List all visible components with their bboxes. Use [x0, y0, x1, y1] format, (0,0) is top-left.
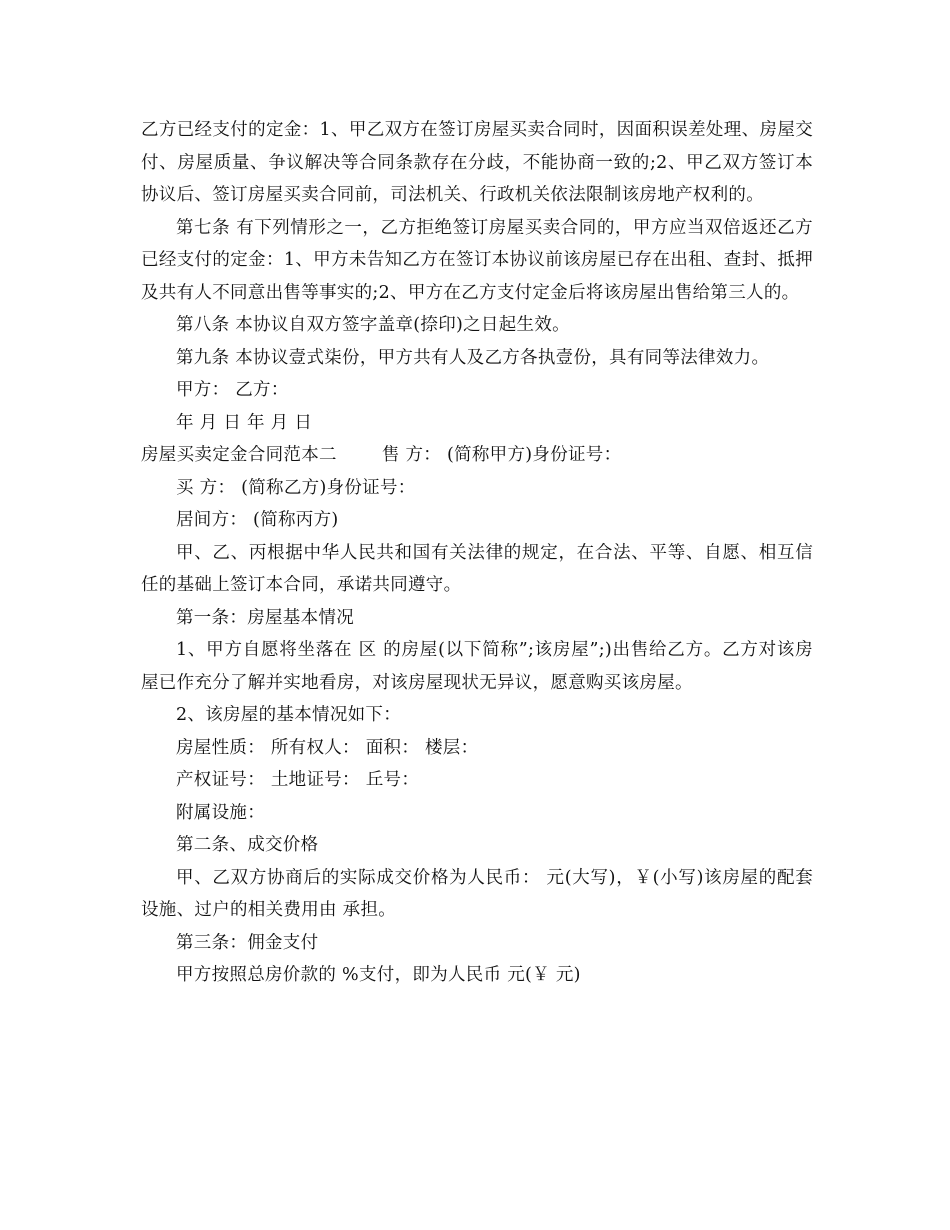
template-two-title: 房屋买卖定金合同范本二 [141, 445, 337, 465]
intermediary-info: 居间方： (简称丙方) [176, 510, 339, 530]
article-1-clause-2: 2、该房屋的基本情况如下： [176, 705, 402, 725]
paragraph-article-9: 第九条 本协议壹式柒份，甲方共有人及乙方各执壹份，具有同等法律效力。 [176, 347, 770, 368]
property-fields-line-2: 产权证号： 土地证号： 丘号： [176, 770, 420, 790]
article-1-clause-1: 1、甲方自愿将坐落在 区 的房屋(以下简称”;该房屋”;)出售给乙方。乙方对该房屋已作充分了解并实地看房，对该房屋现状无异议，愿意购买该房屋。 [141, 640, 813, 693]
paragraph-article-7: 第七条 有下列情形之一，乙方拒绝签订房屋买卖合同的，甲方应当双倍返还乙方已经支付的定金：1、甲方未告知乙方在签订本协议前该房屋已存在出租、查封、抵押及共有人不同意出售等事实的;2、甲方在乙方支付定金后将该房屋出售给第三人的。 [141, 217, 813, 303]
article-3-commission-clause: 甲方按照总房价款的 %支付，即为人民币 元(￥ 元) [176, 965, 581, 985]
property-fields-line-1: 房屋性质： 所有权人： 面积： 楼层： [176, 737, 479, 758]
paragraph-article-8: 第八条 本协议自双方签字盖章(捺印)之日起生效。 [176, 315, 570, 335]
preamble-paragraph: 甲、乙、丙根据中华人民共和国有关法律的规定，在合法、平等、自愿、相互信任的基础上签订本合同，承诺共同遵守。 [141, 542, 813, 595]
paragraph-1: 乙方已经支付的定金：1、甲乙双方在签订房屋买卖合同时，因面积误差处理、房屋交付、房屋质量、争议解决等合同条款存在分歧，不能协商一致的;2、甲乙双方签订本协议后、签订房屋买卖合同前，司法机关、行政机关依法限制该房地产权利的。 [141, 120, 813, 205]
article-2-price-clause: 甲、乙双方协商后的实际成交价格为人民币： 元(大写)，￥(小写)该房屋的配套设施、过户的相关费用由 承担。 [141, 867, 813, 920]
signature-date-line: 年 月 日 年 月 日 [176, 412, 313, 433]
article-3-heading: 第三条：佣金支付 [176, 932, 319, 953]
article-1-heading: 第一条：房屋基本情况 [176, 607, 354, 628]
seller-info: 售 方： (简称甲方)身份证号： [381, 445, 622, 465]
article-2-heading: 第二条、成交价格 [176, 835, 319, 855]
document-body [141, 114, 813, 992]
template-two-heading-line [141, 439, 813, 472]
buyer-info: 买 方： (简称乙方)身份证号： [176, 477, 416, 498]
ancillary-facilities-line: 附属设施： [176, 802, 265, 823]
signature-parties-line: 甲方： 乙方： [176, 380, 289, 400]
